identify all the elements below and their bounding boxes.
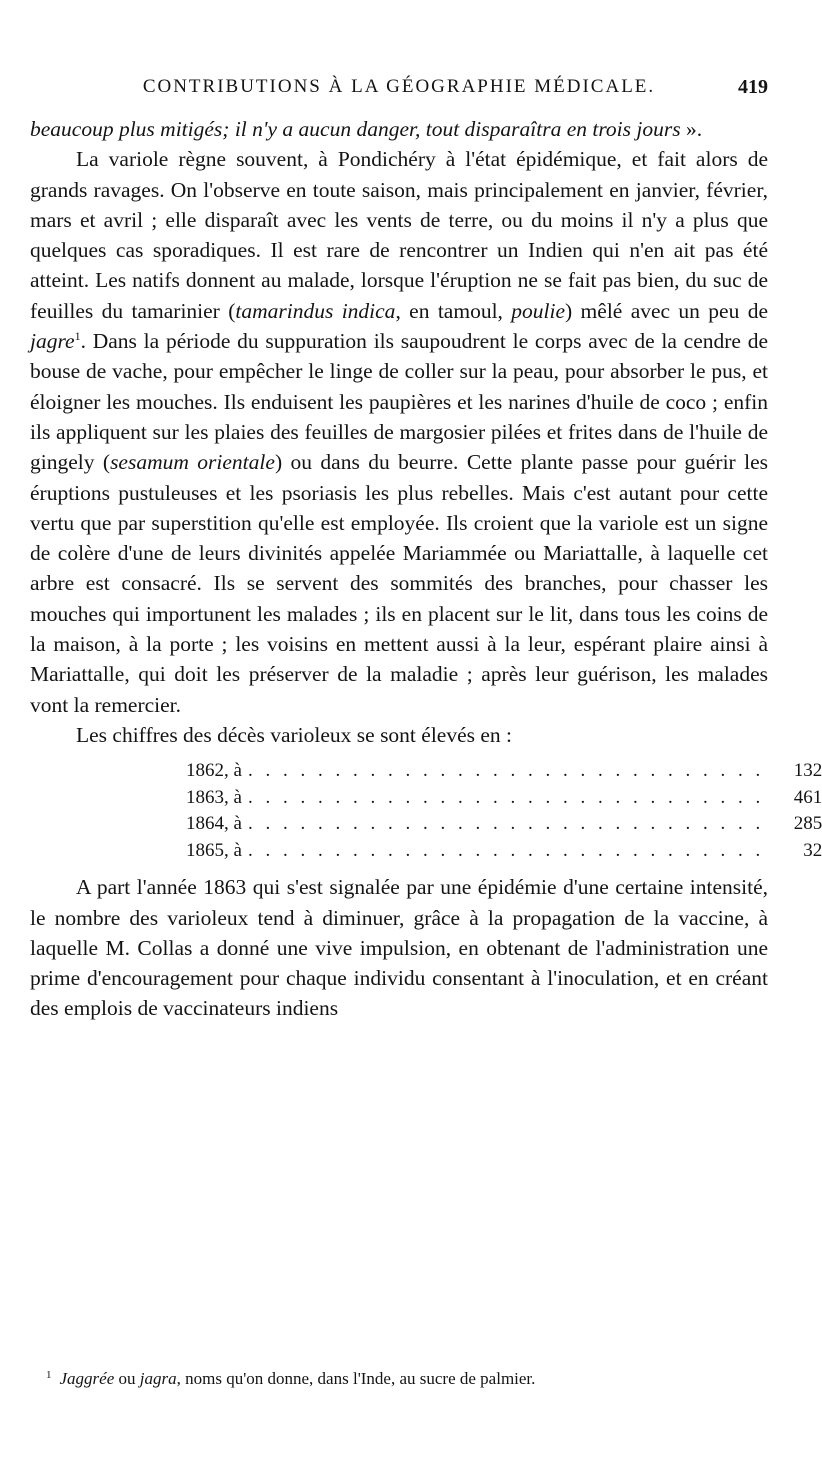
leader-dots: . . . . . . . . . . . . . . . . . . . . . . . . . . . . . . — [247, 760, 765, 782]
stat-value: 285 — [793, 813, 822, 835]
stat-value: 132 — [793, 760, 822, 782]
footnote-term: Jaggrée — [59, 1369, 115, 1388]
paragraph-stats-intro: Les chiffres des décès varioleux se sont élevés en : — [76, 722, 513, 747]
footnote-ref: 1 — [74, 329, 81, 344]
leader-dots: . . . . . . . . . . . . . . . . . . . . . . . . . . . . . . — [247, 813, 765, 835]
page-number: 419 — [738, 76, 768, 98]
jagre-term: jagre — [30, 329, 75, 354]
running-head — [30, 76, 768, 116]
text-run: . Dans la période du suppuration ils saupoudrent le corps avec de la cendre de bouse de vache, pour empêcher le linge de coller sur la peau, pour absorber le pus, et éloigner les mouches. Ils enduisent les paupières et les narines d'huile de coco ; enfin ils appliquent sur les plaies des feuilles de margosier pilées et frites dans de l'huile de gingely ( — [30, 329, 768, 475]
stat-year: 1862, à — [186, 760, 242, 782]
text-run: , en tamoul, — [395, 298, 512, 323]
stat-year: 1865, à — [186, 839, 242, 861]
sesamum-name: sesamum orientale — [110, 450, 275, 475]
text-run: ) mêlé avec un peu de — [565, 298, 768, 323]
latin-name: tamarindus indica — [235, 298, 396, 323]
leader-dots: . . . . . . . . . . . . . . . . . . . . . . . . . . . . . . — [247, 786, 765, 808]
stat-row — [186, 811, 822, 838]
text-run: ) ou dans du beurre. Cette plante passe pour guérir les éruptions pustuleuses et les psoriasis les plus rebelles. Mais c'est autant pour cette vertu que par superstition qu'elle est employée. Ils croient que la variole est un signe de colère d'une de leurs divinités appelée Mariammée ou Mariattalle, à laquelle cet arbre est consacré. Ils se servent des sommités des branches, pour chasser les mouches qui importunent les malades ; ils en placent sur le lit, dans tous les coins de la maison, à la porte ; les voisins en mettent aussi à la leur, espérant plaire ainsi à Mariattalle, qui doit les préserver de la maladie ; après leur guérison, les malades vont la remercier. — [30, 450, 769, 717]
paragraph-vaccine: A part l'année 1863 qui s'est signalée par une épidémie d'une certaine intensité, le nombre des varioleux tend à diminuer, grâce à la propagation de la vaccine, à laquelle M. Collas a donné une vive impulsion, en obtenant de l'administration une prime d'encouragement pour chaque individu consentant à l'inoculation, et en créant des emplois de vaccinateurs indiens — [30, 875, 768, 1021]
footnote-term: jagra — [139, 1369, 177, 1388]
stat-row — [186, 785, 822, 812]
footnote-mark: 1 — [46, 1369, 52, 1381]
tamil-name: poulie — [511, 298, 566, 323]
running-title: CONTRIBUTIONS À LA GÉOGRAPHIE MÉDICALE. — [142, 76, 656, 97]
stat-value: 32 — [803, 839, 822, 861]
quote-italic: beaucoup plus mitigés; il n'y a aucun danger, tout disparaîtra en trois jours — [30, 117, 681, 141]
footnote — [46, 1364, 766, 1390]
paragraph-continuation — [30, 114, 768, 144]
footnote-text: ou — [114, 1369, 140, 1388]
stat-value: 461 — [793, 786, 822, 808]
footnote-text: , noms qu'on donne, dans l'Inde, au sucre de palmier. — [176, 1369, 536, 1388]
stat-year: 1863, à — [186, 786, 242, 808]
paragraph-variole — [30, 144, 768, 720]
quote-end: ». — [680, 117, 703, 141]
text-run: La variole règne souvent, à Pondichéry à l'état épidémique, et fait alors de grands ravages. On l'observe en toute saison, mais principalement en janvier, février, mars et avril ; elle disparaît avec les vents de terre, ou du moins il n'y a plus que quelques cas sporadiques. Il est rare de rencontrer un Indien qui n'en ait pas été atteint. Les natifs donnent au malade, lorsque l'éruption ne se fait pas bien, du suc de feuilles du tamarinier ( — [30, 147, 768, 323]
body-text — [30, 114, 822, 1024]
stat-row — [186, 758, 822, 785]
deaths-table — [186, 758, 822, 864]
leader-dots: . . . . . . . . . . . . . . . . . . . . . . . . . . . . . . — [247, 839, 765, 861]
stat-row — [186, 838, 822, 865]
stat-year: 1864, à — [186, 813, 242, 835]
